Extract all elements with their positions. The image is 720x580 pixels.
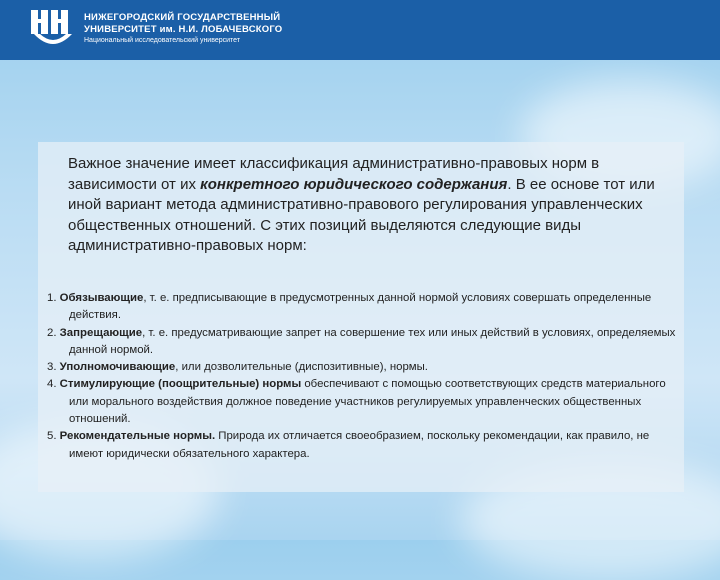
item-text: , т. е. предписывающие в предусмотренных данной нормой условиях совершать определенные действия. xyxy=(69,292,652,322)
intro-part1: Важное значение имеет классификация административно-правовых норм в зависимости от их xyxy=(68,155,600,193)
university-logo-icon xyxy=(30,8,76,52)
item-text: обеспечивают с помощью соответствующих средств материального или морального воздействия должное поведение участников регулируемых управленческих общественных отношений. xyxy=(69,378,666,426)
item-number: 4. xyxy=(47,378,57,391)
item-term: Уполномочивающие xyxy=(59,361,176,374)
item-number: 5. xyxy=(47,430,57,443)
item-term: Обязывающие xyxy=(59,292,144,304)
item-text: , т. е. предусматривающие запрет на совершение тех или иных действий в условиях, определяемых данной нормой. xyxy=(69,326,676,356)
university-name-line1: НИЖЕГОРОДСКИЙ ГОСУДАРСТВЕННЫЙ xyxy=(84,12,281,23)
norms-list xyxy=(47,290,677,463)
item-number: 1. xyxy=(47,292,57,304)
header-bar xyxy=(0,0,720,60)
item-term: Рекомендательные нормы. xyxy=(59,430,216,443)
item-term: Стимулирующие (поощрительные) нормы xyxy=(59,378,302,391)
item-term: Запрещающие xyxy=(59,326,143,339)
list-item xyxy=(47,325,677,360)
item-text: Природа их отличается своеобразием, поскольку рекомендации, как правило, не имеют юридически обязательного характера. xyxy=(69,430,650,460)
list-item xyxy=(47,290,677,325)
list-item xyxy=(47,428,677,463)
list-item xyxy=(47,359,677,376)
item-number: 3. xyxy=(47,361,57,374)
item-number: 2. xyxy=(47,326,57,339)
university-subtitle: Национальный исследовательский университет xyxy=(84,37,241,44)
intro-part2: . В ее основе тот или иной вариант метода административно-правового регулирования управленческих общественных отношений. С этих позиций выделяются следующие виды административно-правовых норм: xyxy=(68,175,655,254)
university-name-line2: УНИВЕРСИТЕТ им. Н.И. ЛОБАЧЕВСКОГО xyxy=(84,24,283,35)
intro-paragraph xyxy=(68,154,688,257)
item-text: , или дозволительные (диспозитивные), нормы. xyxy=(175,361,428,374)
list-item xyxy=(47,376,677,428)
intro-emphasis: конкретного юридического содержания xyxy=(200,175,508,193)
